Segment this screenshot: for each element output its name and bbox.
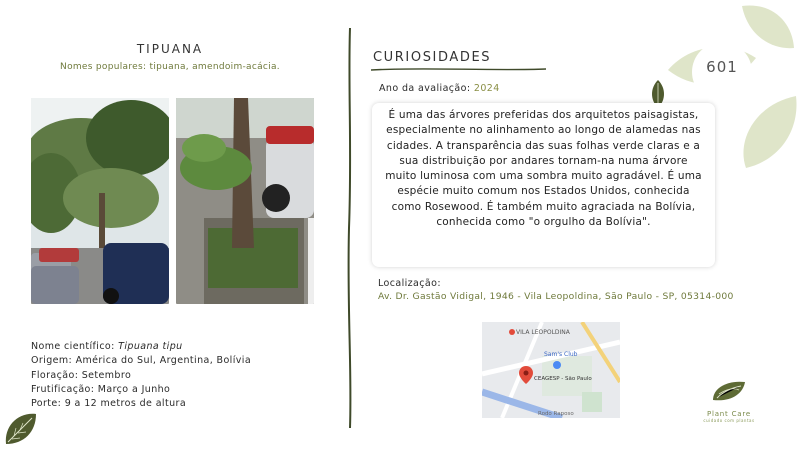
curiosities-text: É uma das árvores preferidas dos arquitetos paisagistas, especialmente no alinhamento ao longo de alamedas nas cidades. A transparência das suas folhas verde claras e a sua distribuição por andares tornam-na numa árvore muito luminosa com uma sombra muito agradável. É uma espécie muito comum nos Estados Unidos, conhecida como Rosewood. É também muito agraciada na Bolívia, conhecida como "o orgulho da Bolívia". xyxy=(385,109,702,229)
scientific-label: Nome científico: xyxy=(31,341,115,352)
scientific-value: Tipuana tipu xyxy=(118,341,183,352)
fruiting: Frutificação: Março a Junho xyxy=(31,383,171,395)
brand-name: Plant Care xyxy=(706,410,752,418)
location-label: Localização: xyxy=(378,278,441,289)
map-district-label: VILA LEOPOLDINA xyxy=(516,329,570,336)
tree-facts xyxy=(31,340,251,411)
brand-logo-icon xyxy=(709,378,749,404)
location-address: Av. Dr. Gastão Vidigal, 1946 - Vila Leopoldina, São Paulo - SP, 05314-000 xyxy=(378,291,734,302)
year-label: Ano da avaliação: xyxy=(379,83,471,94)
heading-underline xyxy=(371,66,546,72)
curiosities-heading: CURIOSIDADES xyxy=(373,50,492,65)
scientific-name xyxy=(31,340,251,354)
brand-tagline: cuidado com plantas xyxy=(703,418,755,423)
popular-names: Nomes populares: tipuana, amendoim-acácia. xyxy=(60,62,280,72)
tree-photo-street xyxy=(31,98,169,304)
map-place2-label: CEAGESP - São Paulo xyxy=(534,376,592,382)
tree-size: Porte: 9 a 12 metros de altura xyxy=(31,398,187,410)
evaluation-year xyxy=(379,83,500,94)
brand-logo xyxy=(694,378,764,423)
map-place1-label: Sam's Club xyxy=(544,351,578,358)
map-road-label: Rodo Raposo xyxy=(538,411,574,417)
year-value: 2024 xyxy=(473,83,500,94)
flowering: Floração: Setembro xyxy=(31,369,132,381)
tree-name: TIPUANA xyxy=(136,42,204,56)
curiosities-box xyxy=(372,103,715,267)
leaf-icon xyxy=(2,408,38,448)
divider-line xyxy=(345,28,355,428)
tree-photo-trunk xyxy=(176,98,314,304)
origin: Origem: América do Sul, Argentina, Bolívia xyxy=(31,355,252,367)
card-number: 601 xyxy=(706,58,738,76)
location-map[interactable] xyxy=(482,322,620,418)
